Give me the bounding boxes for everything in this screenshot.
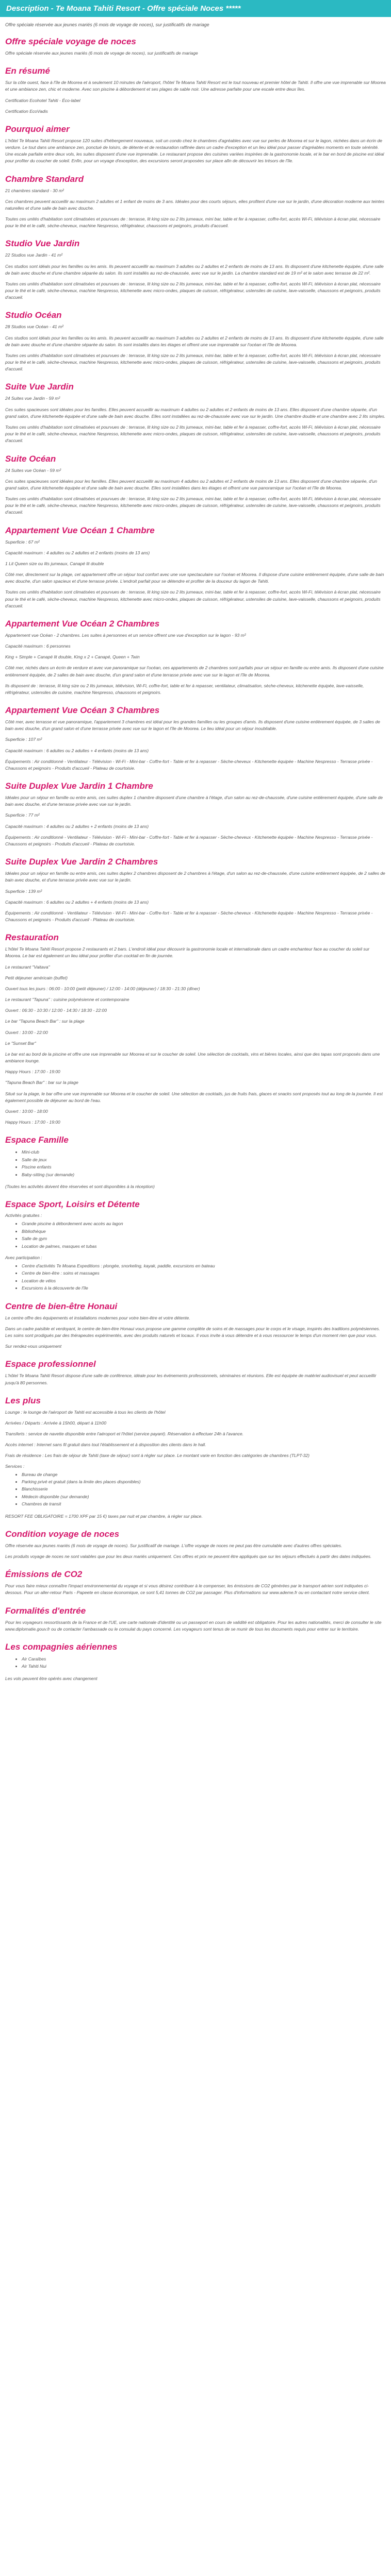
room-capacity: Capacité maximum : 6 adultes ou 2 adultes + 4 enfants (moins de 13 ans)	[5, 899, 149, 905]
bar-name: Le "Sunset Bar"	[5, 1040, 36, 1046]
room-surface: 21 chambres standard - 30 m²	[5, 188, 64, 193]
room-surface: Superficie : 67 m²	[5, 539, 40, 545]
plus-services-list	[5, 1471, 386, 1508]
page-header	[0, 0, 391, 17]
plus-services-label: Services :	[5, 1463, 25, 1469]
room-title: Studio Vue Jardin	[5, 239, 80, 249]
room-desc: Ces suites spacieuses sont idéales pour les familles. Elles peuvent accueillir au maximum 4 adultes ou 2 adultes et 2 enfants de moins de 13 ans. Elles disposent d'une chambre séparée, d'un grand salon, d'une kitchenette équipée et d'une salle de bain avec douche. Elles sont installées dans les étages et offrent une vue panoramique sur l'océan et l'île de Moorea.	[5, 478, 377, 490]
spa-p1: Le centre offre des équipements et installations modernes pour votre bien-être et votre détente.	[5, 1315, 190, 1320]
co2-title: Émissions de CO2	[5, 1569, 83, 1580]
room-title: Suite Duplex Vue Jardin 2 Chambres	[5, 857, 158, 867]
loisirs-free-list	[5, 1220, 386, 1250]
room-capacity: Capacité maximum : 4 adultes ou 2 adultes + 2 enfants (moins de 13 ans)	[5, 823, 149, 829]
plus-arrivals: Arrivées / Départs : Arrivée à 15h00, départ à 11h00	[5, 1420, 107, 1426]
resume-p1: Sur la côte ouest, face à l'île de Moorea et à seulement 10 minutes de l'aéroport, l'hôtel Te Moana Tahiti Resort est le tout nouveau et premier hôtel de Tahiti. Il offre une vue imprenable sur Moorea et une ambiance zen, chic et moderne. Avec son piscine à débordement et ses plages de sable noir. Une adresse parfaite pour une escale entre deux îles.	[5, 80, 386, 92]
list-item: • Salle de gym	[22, 1235, 386, 1242]
room-desc: Idéales pour un séjour en famille ou entre amis, ces suites duplex 1 chambre disposent d'une chambre à l'étage, d'un salon au rez-de-chaussée, d'une cuisine entièrement équipée, d'une salle de bain avec douche, et d'une terrasse privée avec vue sur le jardin.	[5, 795, 383, 807]
room-beds: 1 Lit Queen size ou lits jumeaux, Canapé lit double	[5, 561, 104, 566]
room-section	[5, 781, 386, 848]
resume-p3: Certification EcoVadis	[5, 108, 48, 114]
room-section	[5, 239, 386, 301]
room-equipment: Ils disposent de : terrasse, lit king size ou 2 lits jumeaux, télévision, Wi-Fi, coffre-fort, table et fer à repasser, ventilateur, climatisation, sèche-cheveux, kitchenette équipée, lave-vaisselle, réfrigérateur, ustensiles de cuisine, machine Nespresso, chaussons et peignoirs.	[5, 683, 364, 695]
list-item: • Piscine enfants	[22, 1163, 386, 1171]
room-surface: 22 Studios vue Jardin - 41 m²	[5, 252, 63, 258]
list-item: • Location de palmes, masques et tubas	[22, 1243, 386, 1250]
room-surface: Superficie : 107 m²	[5, 737, 42, 742]
plus-transfers: Transferts : service de navette disponible entre l'aéroport et l'hôtel (service payant). Réservation à effectuer 24h à l'avance.	[5, 1431, 244, 1437]
famille-title: Espace Famille	[5, 1135, 69, 1145]
restauration-intro: L'hôtel Te Moana Tahiti Resort propose 2 restaurants et 2 bars. L'endroit idéal pour découvrir la gastronomie locale et internationale dans un cadre enchanteur face au coucher du soleil sur Moorea. Le bar est également un lieu idéal pour profiter d'un cocktail en fin de journée.	[5, 946, 370, 959]
room-title: Suite Duplex Vue Jardin 1 Chambre	[5, 781, 153, 791]
room-desc: Côté mer, directement sur la plage, cet appartement offre un séjour tout confort avec une vue spectaculaire sur l'océan et Moorea. Il dispose d'une cuisine entièrement équipée, d'une salle de bain avec douche, d'un salon spacieux et d'une terrasse privée. L'endroit parfait pour se détendre et profiter de la douceur du lagon de Tahiti.	[5, 572, 384, 584]
bar-happy-hours: Happy Hours : 17:00 - 19:00	[5, 1120, 60, 1125]
room-title: Chambre Standard	[5, 174, 84, 184]
room-desc: Côté mer, nichés dans un écrin de verdure et avec vue panoramique sur l'océan, ces appartements de 2 chambres sont parfaits pour un séjour en famille ou entre amis. Ils disposent d'une cuisine entièrement équipée, de 2 salles de bain avec douche, d'un grand salon et d'une terrasse privée avec vue sur le lagon et l'île de Moorea.	[5, 665, 384, 677]
room-surface: 24 Suites vue Océan - 59 m²	[5, 467, 61, 473]
room-desc: Idéales pour un séjour en famille ou entre amis, ces suites duplex 2 chambres disposent de 2 chambres à l'étage, d'un salon au rez-de-chaussée, d'une cuisine entièrement équipée, de 2 salles de bain avec douche, et d'une terrasse privée avec vue sur le jardin.	[5, 871, 385, 883]
room-equipment: Toutes ces unités d'habitation sont climatisées et pourvues de : terrasse, lit king size ou 2 lits jumeaux, mini-bar, table et fer à repasser, coffre-fort, accès Wi-Fi, télévision à écran plat, nécessaire pour le thé et le café, sèche-cheveux, machine Nespresso, kitchenette avec micro-ondes, plaques de cuisson, réfrigérateur, ustensiles de cuisine, lave-vaisselle, chaussons et peignoirs, produits d'accueil.	[5, 589, 381, 608]
room-title: Suite Océan	[5, 453, 56, 464]
room-surface: Superficie : 139 m²	[5, 888, 42, 894]
room-surface: Superficie : 77 m²	[5, 812, 40, 818]
list-item: • Location de vélos	[22, 1277, 386, 1284]
restaurant-name: Le bar "Tapuna Beach Bar" : sur la plage	[5, 1019, 85, 1024]
room-desc: Ces studios sont idéals pour les familles ou les amis. Ils peuvent accueillir au maximum 3 adultes ou 2 adultes et 2 enfants de moins de 13 ans. Ils disposent d'une kitchenette équipée, d'une salle de bain avec douche et d'une chambre séparée du salon. Ils sont installés au rez-de-chaussée, avec vue sur le jardin. La chambre standard est de 19 m² et le salon avec terrasse de 22 m².	[5, 263, 384, 276]
pro-p1: L'hôtel Te Moana Tahiti Resort dispose d'une salle de conférence, idéale pour les événements professionnels, séminaires et réunions. Elle est équipée de matériel audiovisuel et peut accueillir jusqu'à 80 personnes.	[5, 1373, 377, 1385]
restaurant-hours: Ouvert : 06:30 - 10:30 / 12:00 - 14:30 / 18:30 - 22:00	[5, 1008, 107, 1013]
pro-title: Espace professionnel	[5, 1359, 96, 1369]
list-item: • Médecin disponible (sur demande)	[22, 1493, 386, 1500]
pourquoi-title: Pourquoi aimer	[5, 124, 70, 134]
room-section	[5, 619, 386, 696]
room-desc: Ces suites spacieuses sont idéales pour les familles. Elles peuvent accueillir au maximum 4 adultes ou 2 adultes et 2 enfants de moins de 13 ans. Elles disposent d'une chambre séparée, d'un grand salon, d'une kitchenette équipée et d'une salle de bain avec douche. Elles sont installées au rez-de-chaussée avec vue sur le jardin. Une chambre double et une chambre avec 2 lits simples.	[5, 406, 386, 419]
room-section	[5, 310, 386, 372]
room-section	[5, 526, 386, 609]
list-item: • Blanchisserie	[22, 1485, 386, 1493]
loisirs-paid-list	[5, 1262, 386, 1292]
room-section	[5, 454, 386, 516]
bar-hours: Happy Hours : 17:00 - 19:00	[5, 1069, 60, 1075]
list-item: • Air Caraïbes	[22, 1655, 386, 1663]
offer-text: Offre spéciale réservée aux jeunes mariés (6 mois de voyage de noces), sur justificatifs de mariage	[5, 50, 198, 56]
spa-title: Centre de bien-être Honaui	[5, 1301, 118, 1311]
room-equipment: Toutes ces unités d'habitation sont climatisées et pourvues de : terrasse, lit king size ou 2 lits jumeaux, mini-bar, table et fer à repasser, coffre-fort, accès Wi-Fi, télévision à écran plat, nécessaire pour le thé et le café, sèche-cheveux, machine Nespresso, kitchenette avec micro-ondes, plaques de cuisson, réfrigérateur, ustensiles de cuisine, lave-vaisselle, chaussons et peignoirs, produits d'accueil.	[5, 424, 381, 444]
list-item: • Grande piscine à débordement avec accès au lagon	[22, 1220, 386, 1227]
room-equipment: Équipements : Air conditionné - Ventilateur - Télévision - Wi-Fi - Mini-bar - Coffre-fort - Table et fer à repasser - Sèche-cheveux - Kitchenette équipée - Machine Nespresso - Terrasse privée - Chaussons et peignoirs - Produits d'accueil - Plateau de courtoisie.	[5, 834, 373, 846]
room-title: Appartement Vue Océan 1 Chambre	[5, 525, 155, 535]
bar-desc: Situé sur la plage, le bar offre une vue imprenable sur Moorea et le coucher de soleil. Une sélection de cocktails, jus de fruits frais, glaces et snacks sont proposés tout au long de la journée. Il est également possible de déjeuner au bord de l'eau.	[5, 1091, 383, 1103]
restaurant-name: Le restaurant "Vaitava"	[5, 964, 50, 970]
compagnies-note: Les vols peuvent être opérés avec changement	[5, 1675, 97, 1681]
restaurant-detail: Petit déjeuner américain (buffet)	[5, 975, 68, 980]
conditions-p1: Offre réservée aux jeunes mariés (6 mois de voyage de noces). Sur justificatif de mariage. L'offre voyage de noces ne peut pas être cumulable avec d'autres offres spéciales.	[5, 1543, 343, 1548]
conditions-p2: Les produits voyage de noces ne sont valables que pour les deux mariés uniquement. Ces offres et prix ne peuvent être appliqués que sur les séjours effectués à partir des dates indiquées.	[5, 1554, 372, 1560]
bar-name: "Tapuna Beach Bar" : bar sur la plage	[5, 1080, 78, 1086]
room-title: Suite Vue Jardin	[5, 382, 74, 392]
room-desc: Ces chambres peuvent accueillir au maximum 2 adultes et 1 enfant de moins de 3 ans. Idéales pour des courts séjours, elles profitent d'une vue sur le jardin, d'une décoration moderne aux teintes naturelles et d'une salle de bain avec douche.	[5, 198, 385, 211]
restaurant-name: Le restaurant "Tapuna" : cuisine polynésienne et contemporaine	[5, 997, 129, 1003]
spa-p3: Sur rendez-vous uniquement	[5, 1344, 62, 1349]
compagnies-list	[5, 1655, 386, 1670]
room-capacity: Capacité maximum : 6 personnes	[5, 643, 71, 649]
spa-p2: Dans un cadre paisible et verdoyant, le centre de bien-être Honaui vous propose une gamme complète de soins et de massages pour le corps et le visage, inspirés des traditions polynésiennes. Les soins sont prodigués par des thérapeutes expérimentés, avec des produits naturels et locaux. Il vous invite à vous détendre et à vous ressourcer le temps d'un moment rien que pour vous.	[5, 1326, 380, 1338]
plus-title: Les plus	[5, 1395, 41, 1405]
room-equipment: Équipements : Air conditionné - Ventilateur - Télévision - Wi-Fi - Mini-bar - Coffre-fort - Table et fer à repasser - Sèche-cheveux - Kitchenette équipée - Machine Nespresso - Terrasse privée - Chaussons et peignoirs - Produits d'accueil - Plateau de courtoisie.	[5, 910, 373, 923]
room-title: Appartement Vue Océan 2 Chambres	[5, 618, 160, 629]
famille-note: (Toutes les activités doivent être réservées et sont disponibles à la réception)	[5, 1184, 155, 1190]
resume-p2: Certification Ecohotel Tahiti - Éco-label	[5, 97, 80, 103]
compagnies-title: Les compagnies aériennes	[5, 1642, 118, 1652]
room-surface: Appartement vue Océan - 2 chambres. Les suites à personnes et un service offrent une vue d'exception sur le lagon - 93 m²	[5, 632, 246, 638]
list-item: • Excursions à la découverte de l'île	[22, 1284, 386, 1292]
list-item: • Air Tahiti Nui	[22, 1663, 386, 1670]
co2-p1: Pour vous faire mieux connaître l'impact environnemental du voyage et si vous désirez contribuer à le compenser, les émissions de CO2 générées par le transport aérien sont indiquées ci-dessous. Pour un aller-retour Paris - Papeete en classe économique, ce sont 5,41 tonnes de CO2 par passager. Plus d'informations sur www.ademe.fr ou en contactant notre service client.	[5, 1583, 370, 1596]
room-section	[5, 705, 386, 772]
restaurant-hours: Ouvert : 10:00 - 22:00	[5, 1029, 48, 1035]
bar-hours: Ouvert : 10:00 - 18:00	[5, 1108, 48, 1114]
restaurant-hours: Ouvert tous les jours : 06:00 - 10:00 (petit déjeuner) / 12:00 - 14:00 (déjeuner) / 18:30 - 21:30 (dîner)	[5, 986, 200, 991]
offer-title: Offre spéciale voyage de noces	[5, 37, 136, 46]
plus-internet: Accès internet : Internet sans fil gratuit dans tout l'établissement et à disposition des clients dans le hall.	[5, 1442, 206, 1448]
bar-desc: Le bar est au bord de la piscine et offre une vue imprenable sur Moorea et sur le coucher de soleil. Une sélection de cocktails, vins et bières locales, ainsi que des tapas sont proposés dans une ambiance lounge.	[5, 1051, 380, 1064]
room-title: Studio Océan	[5, 310, 62, 320]
room-capacity: Capacité maximum : 4 adultes ou 2 adultes et 2 enfants (moins de 13 ans)	[5, 550, 150, 555]
restauration-title: Restauration	[5, 933, 59, 943]
room-section	[5, 174, 386, 230]
formalites-p1: Pour les voyageurs ressortissants de la France et de l'UE, une carte nationale d'identité ou un passeport en cours de validité est obligatoire. Pour les autres nationalités, merci de consulter le site www.diplomatie.gouv.fr ou de contacter l'ambassade ou le consulat du pays concerné. Les voyageurs sont tenus de se munir de tous les documents requis pour entrer sur le territoire.	[5, 1619, 382, 1632]
room-section	[5, 382, 386, 444]
list-item: • Baby-sitting (sur demande)	[22, 1171, 386, 1178]
famille-list	[5, 1148, 386, 1178]
list-item: • Centre de bien-être : soins et massages	[22, 1269, 386, 1277]
plus-lounge: Lounge : le lounge de l'aéroport de Tahiti est accessible à tous les clients de l'hôtel	[5, 1409, 166, 1415]
plus-resort-fee: RESORT FEE OBLIGATOIRE = 1700 XPF par 15 €) taxes par nuit et par chambre, à régler sur place.	[5, 1513, 203, 1519]
list-item: • Bibliothèque	[22, 1228, 386, 1235]
room-equipment: Toutes ces unités d'habitation sont climatisées et pourvues de : terrasse, lit king size ou 2 lits jumeaux, mini-bar, table et fer à repasser, coffre-fort, accès Wi-Fi, télévision à écran plat, nécessaire pour le thé et le café, sèche-cheveux, machine Nespresso, kitchenette avec micro-ondes, plaques de cuisson, réfrigérateur, ustensiles de cuisine, lave-vaisselle, chaussons et peignoirs, produits d'accueil.	[5, 496, 381, 515]
pourquoi-p1: L'hôtel Te Moana Tahiti Resort propose 120 suites d'hébergement nouveaux, soit un condo chez le chambres d'agréables avec vue sur perles de Moorea et sur le lagon, nichées dans un écrin de verdure. Le tout dans une ambiance zen, ponctué de loisirs, de détente et de restauration raffinée dans un cadre d'exception et un lieu idéal pour passer d'agréables moments en toute sérénité. Une escale parfaite entre deux vols, les suites disposent d'une vue imprenable. Le restaurant propose des cuisines variées inspirées de la gastronomie locale, et le bar en bord de piscine est idéal pour profiter du coucher de soleil. Enfin, pour un voyage d'exception, des excursions seront proposées sur place afin de découvrir les trésors de l'île.	[5, 138, 384, 164]
formalites-title: Formalités d'entrée	[5, 1605, 86, 1616]
list-item: • Mini-club	[22, 1148, 386, 1156]
offer-note: Offre spéciale réservée aux jeunes mariés (6 mois de voyage de noces), sur justificatifs de mariage	[5, 22, 209, 27]
room-capacity: Capacité maximum : 6 adultes ou 2 adultes + 4 enfants (moins de 13 ans)	[5, 748, 149, 753]
resume-title: En résumé	[5, 66, 50, 76]
conditions-title: Condition voyage de noces	[5, 1529, 120, 1539]
room-equipment: Toutes ces unités d'habitation sont climatisées et pourvues de : terrasse, lit king size ou 2 lits jumeaux, mini-bar, table et fer à repasser, coffre-fort, accès Wi-Fi, télévision à écran plat, nécessaire pour le thé et le café, sèche-cheveux, machine Nespresso, kitchenette avec micro-ondes, plaques de cuisson, réfrigérateur, ustensiles de cuisine, lave-vaisselle, chaussons et peignoirs, produits d'accueil.	[5, 281, 381, 300]
star-rating: *****	[225, 4, 241, 13]
room-equipment: Toutes ces unités d'habitation sont climatisées et pourvues de : terrasse, lit king size ou 2 lits jumeaux, mini bar, table et fer à repasser, coffre-fort, accès Wi-Fi, télévision à écran plat, nécessaire pour le thé et le café, sèche-cheveux, machine Nespresso, réfrigérateur, chaussons et peignoirs, produits d'accueil.	[5, 216, 381, 229]
room-title: Appartement Vue Océan 3 Chambres	[5, 705, 160, 716]
list-item: • Bureau de change	[22, 1471, 386, 1478]
list-item: • Centre d'activités Te Moana Expeditions : plongée, snorkeling, kayak, paddle, excursions en bateau	[22, 1262, 386, 1269]
room-surface: 28 Studios vue Océan - 41 m²	[5, 324, 63, 330]
room-equipment: Équipements : Air conditionné - Ventilateur - Télévision - Wi-Fi - Mini-bar - Coffre-fort - Table et fer à repasser - Sèche-cheveux - Kitchenette équipée - Machine Nespresso - Terrasse privée - Chaussons et peignoirs - Produits d'accueil - Plateau de courtoisie.	[5, 758, 373, 771]
loisirs-paid-label: Avec participation :	[5, 1255, 42, 1260]
page-title: Description - Te Moana Tahiti Resort - Offre spéciale Noces	[6, 4, 224, 13]
room-equipment: Toutes ces unités d'habitation sont climatisées et pourvues de : terrasse, lit king size ou 2 lits jumeaux, mini-bar, table et fer à repasser, coffre-fort, accès Wi-Fi, télévision à écran plat, nécessaire pour le thé et le café, sèche-cheveux, machine Nespresso, kitchenette avec micro-ondes, plaques de cuisson, réfrigérateur, ustensiles de cuisine, lave-vaisselle, chaussons et peignoirs, produits d'accueil.	[5, 352, 381, 372]
list-item: • Parking privé et gratuit (dans la limite des places disponibles)	[22, 1478, 386, 1485]
room-desc: Côté mer, avec terrasse et vue panoramique, l'appartement 3 chambres est idéal pour les grandes familles ou les groupes d'amis. Ils disposent d'une cuisine entièrement équipée, de 3 salles de bain avec douche, d'un grand salon et d'une terrasse privée avec vue sur le lagon et l'île de Moorea. Le lieu idéal pour un séjour inoubliable.	[5, 719, 380, 732]
loisirs-title: Espace Sport, Loisirs et Détente	[5, 1199, 140, 1210]
list-item: • Salle de jeux	[22, 1156, 386, 1163]
room-beds: King + Simple + Canapé lit double, King x 2 + Canapé, Queen + Twin	[5, 654, 140, 660]
loisirs-free-label: Activités gratuites :	[5, 1213, 42, 1218]
room-desc: Ces studios sont idéals pour les familles ou les amis. Ils peuvent accueillir au maximum 3 adultes ou 2 adultes et 2 enfants de moins de 13 ans. Ils disposent d'une kitchenette équipée, d'une salle de bain avec douche et d'une chambre séparée du salon. Ils sont installés dans les étages et offrent une vue imprenable sur l'océan et l'île de Moorea.	[5, 335, 384, 347]
list-item: • Chambres de transit	[22, 1500, 386, 1507]
plus-fees: Frais de résidence : Les frais de séjour de Tahiti (taxe de séjour) sont à régler sur place. Le montant varie en fonction des catégories de chambres (TLPT-32)	[5, 1453, 309, 1459]
room-section	[5, 857, 386, 923]
room-surface: 24 Suites vue Jardin - 59 m²	[5, 396, 60, 401]
content	[0, 17, 391, 1682]
